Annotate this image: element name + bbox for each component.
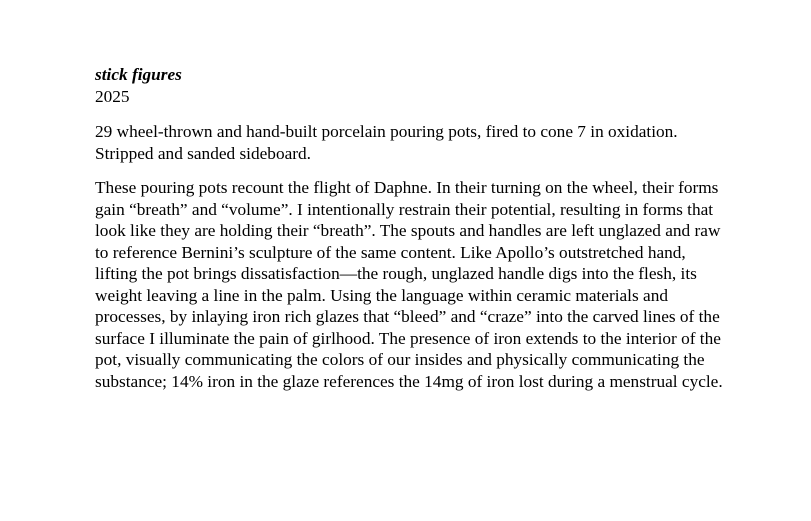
- artwork-year: 2025: [95, 86, 130, 106]
- artist-statement: These pouring pots recount the flight of Daphne. In their turning on the wheel, their forms gain “breath” and “volume”. I intentionally restrain their potential, resulting in forms that look like they are holding their “breath”. The spouts and handles are left unglazed and raw to reference Bernini’s sculpture of the same content. Like Apollo’s outstretched hand, lifting the pot brings dissatisfaction—the rough, unglazed handle digs into the flesh, its weight leaving a line in the palm. Using the language within ceramic materials and processes, by inlaying iron rich glazes that “bleed” and “craze” into the carved lines of the surface I illuminate the pain of girlhood. The presence of iron extends to the interior of the pot, visually communicating the colors of our insides and physically communicating the substance; 14% iron in the glaze references the 14mg of iron lost during a menstrual cycle.: [95, 178, 723, 391]
- artwork-text-block: [95, 64, 725, 392]
- artwork-materials: 29 wheel-thrown and hand-built porcelain pouring pots, fired to cone 7 in oxidation. Stripped and sanded sideboard.: [95, 122, 678, 163]
- artwork-title: stick figures: [95, 65, 182, 84]
